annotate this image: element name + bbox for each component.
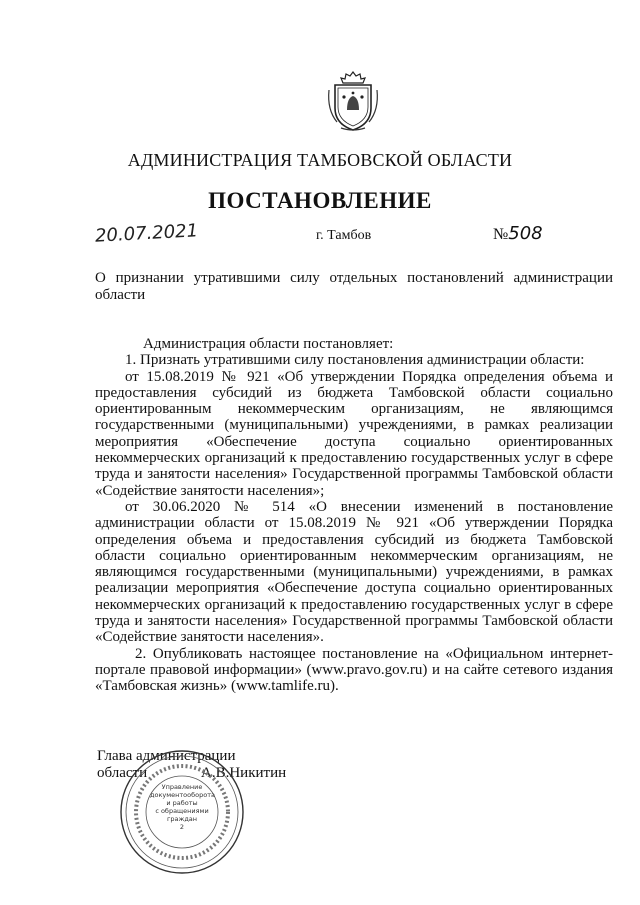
seal-line: документооборота bbox=[150, 791, 215, 799]
seal-line: и работы bbox=[166, 799, 198, 807]
organization-name: АДМИНИСТРАЦИЯ ТАМБОВСКОЙ ОБЛАСТИ bbox=[127, 150, 513, 170]
seal-line: граждан bbox=[166, 815, 198, 823]
document-city: г. Тамбов bbox=[316, 228, 372, 243]
item-1-paragraph: 1. Признать утратившими силу постановления администрации области: bbox=[125, 352, 585, 369]
item-1-b-paragraph: от 30.06.2020 № 514 «О внесении изменений в постановление администрации области от 15.08.2019 № 921 «Об утверждении Порядка определения объема и предоставления субсидий из бюджета Тамбовской области социально ориентированным некоммерческим организациям, не являющимся государственными (муниципальными) учреждениями, в рамках реализации мероприятия «Обеспечение доступа социально ориентированных некоммерческих организаций к предоставлению государственных услуг в сфере труда и занятости населения» Государственной программы Тамбовской области «Содействие занятости населения». bbox=[95, 498, 613, 646]
intro-paragraph: Администрация области постановляет: bbox=[143, 336, 394, 352]
document-type: ПОСТАНОВЛЕНИЕ bbox=[208, 188, 432, 213]
signatory-position-line1: Глава администрации bbox=[97, 748, 236, 764]
seal-line: с обращениями bbox=[155, 807, 209, 815]
document-subject: О признании утратившими силу отдельных постановлений администрации области bbox=[95, 270, 613, 303]
item-1-a-paragraph: от 15.08.2019 № 921 «Об утверждении Порядка определения объема и предоставления субсидий из бюджета Тамбовской области социально ориентированным некоммерческим организациям, не являющимся государственными (муниципальными) учреждениями, в рамках реализации мероприятия «Обеспечение доступа социально ориентированных некоммерческих организаций к предоставлению государственных услуг в сфере труда и занятости населения» Государственной программы Тамбовской области «Содействие занятости населения»; bbox=[95, 368, 613, 499]
tambov-coat-of-arms-icon bbox=[325, 70, 381, 132]
item-2-paragraph: 2. Опубликовать настоящее постановление на «Официальном интернет-портале правовой информации» (www.pravo.gov.ru) и на сайте сетевого издания «Тамбовская жизнь» (www.tamlife.ru). bbox=[95, 645, 613, 695]
number-prefix: № bbox=[493, 226, 509, 243]
signatory-position-line2: области bbox=[97, 765, 148, 781]
seal-center-text bbox=[150, 783, 214, 831]
signatory-name: А.В.Никитин bbox=[201, 765, 287, 781]
document-number bbox=[493, 223, 543, 244]
document-date: 20.07.2021 bbox=[94, 220, 199, 247]
document-body bbox=[95, 336, 613, 695]
seal-line: 2 bbox=[179, 823, 185, 831]
seal-line: Управление bbox=[161, 783, 203, 791]
number-value: 508 bbox=[508, 223, 543, 244]
